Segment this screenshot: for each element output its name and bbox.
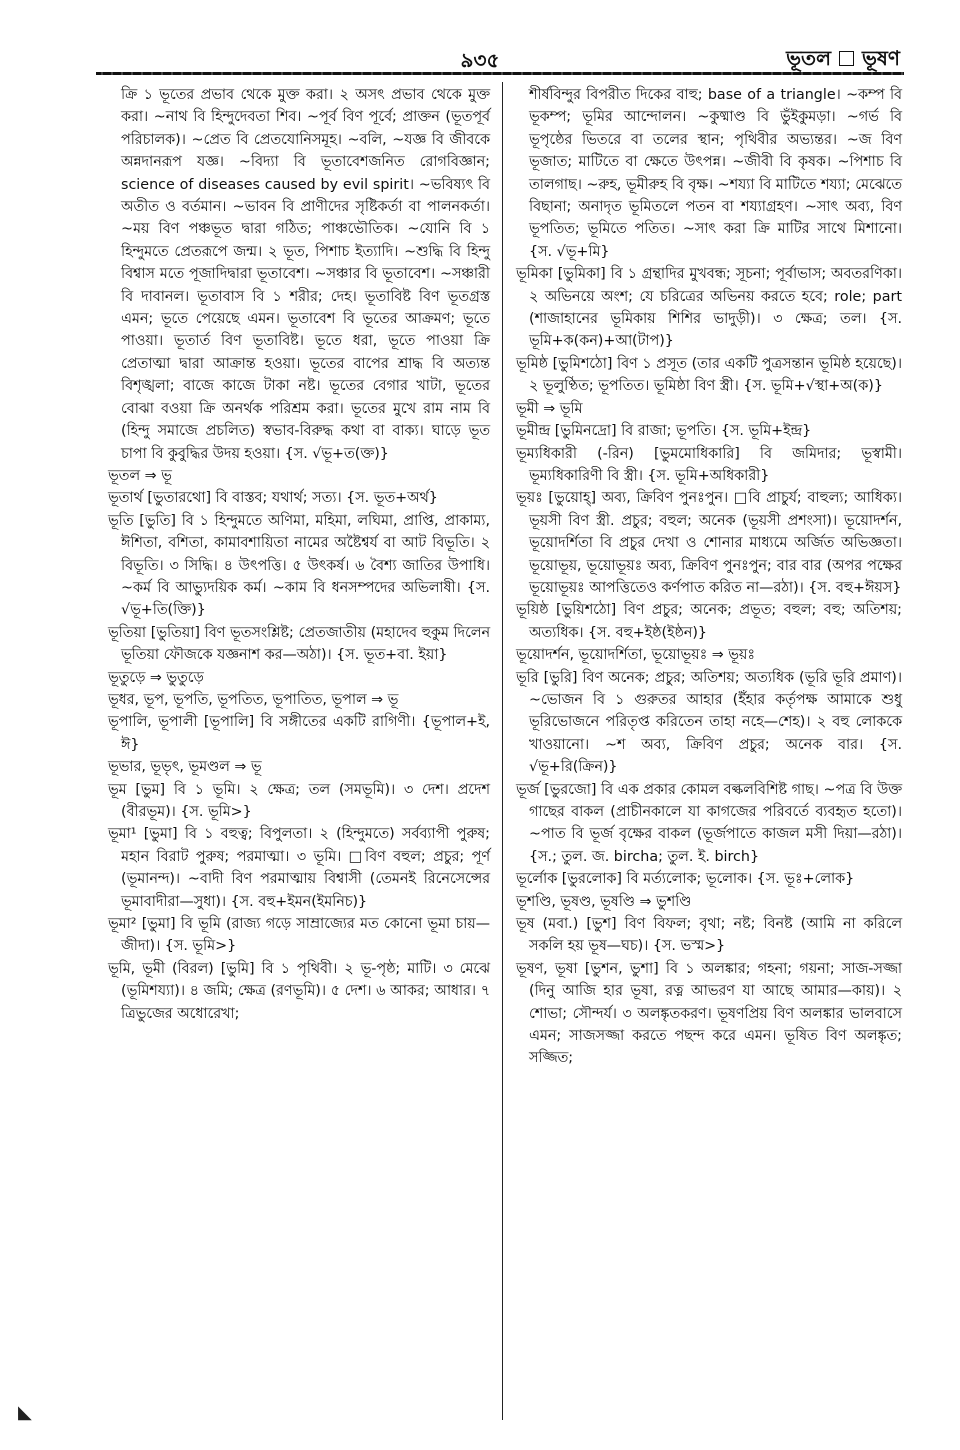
dictionary-entry: ভূতল ⇒ ভূ [108,467,172,484]
dictionary-entry: ভূমা¹ [ভুমা] বি ১ বহুত্ব; বিপুলতা। ২ (হিন্দুমতে) সর্বব্যাপী পুরুষ; মহান বিরাট পুরুষ; পরমাত্মা। ৩ ভূমি। □বিণ বহুল; প্রচুর; পূর্ণ (ভূমানন্দ)। ~বাদী বিণ পরমাত্মায় বিশ্বাসী (তেমনই রিনেসেন্সের ভূমাবাদীরা—সুধা)। {স. বহু+ইমন(ইমনিচ)} [108,826,490,910]
dictionary-entry: ভূমা² [ভুমা] বি ভূমি (রাজ্য গড়ে সাম্রাজ্যের মত কোনো ভূমা চায়—জীদা)। {স. ভূমি>} [108,916,490,955]
running-head-last-word: ভূষণ [861,46,900,70]
running-head-first-word: ভূতল [786,46,831,70]
dictionary-entry: ভূমি, ভূমী (বিরল) [ভুমি] বি ১ পৃথিবী। ২ ভূ-পৃষ্ঠ; মাটি। ৩ মেঝে (ভূমিশয্যা)। ৪ জমি; ক্ষেত্র (রণভূমি)। ৫ দেশ। ৬ আকর; আধার। ৭ ত্রিভুজের অধোরেখা; [108,960,490,1022]
dictionary-entry: ভূতিয়া [ভুতিয়া] বিণ ভূতসংশ্লিষ্ট; প্রেতজাতীয় (মহাদেব হুকুম দিলেন ভূতিয়া ফৌজকে যজ্ঞনাশ কর—অঠা)। {স. ভূত+বা. ইয়া} [108,624,490,664]
dictionary-entry: ভূমিকা [ভুমিকা] বি ১ গ্রন্থাদির মুখবন্ধ; সূচনা; পূর্বাভাস; অবতরণিকা। ২ অভিনয়ে অংশ; যে চরিত্রের অভিনয় করতে হবে; role; part (শাজাহানের ভূমিকায় শিশির ভাদুড়ী)। ৩ ক্ষেত্র; তল। {স. ভূমি+ক(কন)+আ(টাপ)} [516,266,902,350]
left-column [108,84,490,1025]
page-number: ৯৩৫ [460,48,500,72]
dictionary-entry: ভূপালি, ভূপালী [ভূপালি] বি সঙ্গীতের একটি রাগিণী। {ভূপাল+ই, ঈ} [108,714,490,753]
header-rule [96,72,904,75]
column-divider [502,82,503,1420]
dictionary-entry: ভূম [ভুম] বি ১ ভূমি। ২ ক্ষেত্র; তল (সমভূমি)। ৩ দেশ। প্রদেশ (বীরভূম)। {স. ভূমি>} [108,781,490,820]
dictionary-entry: ভূয়ঃ [ভুয়োহ্] অব্য, ক্রিবিণ পুনঃপুন। □বি প্রাচুর্য; বাহুল্য; আধিক্য। ভূয়সী বিণ স্ত্রী. প্রচুর; বহুল; অনেক (ভূয়সী প্রশংসা)। ভূয়োদর্শন, ভূয়োদর্শিতা বি প্রচুর দেখা ও শোনার মাধ্যমে অর্জিত অভিজ্ঞতা। ভূয়োভূয়, ভূয়োভূয়ঃ অব্য, ক্রিবিণ পুনঃপুন; বার বার (অপর পক্ষের ভূয়োভূয়ঃ আপত্তিতেও কর্ণপাত করিত না—রঠা)। {স. বহু+ঈয়স} [516,490,902,596]
dictionary-entry: ভূষণ, ভূষা [ভুশন, ভুশা] বি ১ অলঙ্কার; গহনা; গয়না; সাজ-সজ্জা (দিনু আজি হার ভূষা, রত্ন আভরণ যা আছে আমার—কায়)। ২ শোভা; সৌন্দর্য। ৩ অলঙ্কৃতকরণ। ভূষণপ্রিয় বিণ অলঙ্কার ভালবাসে এমন; সাজসজ্জা করতে পছন্দ করে এমন। ভূষিত বিণ অলঙ্কৃত; সজ্জিত; [516,960,902,1067]
dictionary-entry: ভূশণ্ডি, ভূষণ্ড, ভূষণ্ডি ⇒ ভুশণ্ডি [516,893,692,910]
dictionary-entry: ভূমিষ্ঠ [ভুমিশঠো] বিণ ১ প্রসূত (তার একটি পুত্রসন্তান ভূমিষ্ঠ হয়েছে)। ২ ভূলুণ্ঠিত; ভূপতিত। ভূমিষ্ঠা বিণ স্ত্রী। {স. ভূমি+√স্থা+অ(ক)} [516,355,902,395]
separator-box-icon [839,51,854,66]
dictionary-entry: ভূভার, ভূভৃৎ, ভূমণ্ডল ⇒ ভূ [108,759,262,776]
dictionary-entry: ভূষ (মবা.) [ভুশ] বিণ বিফল; বৃথা; নষ্ট; বিনষ্ট (আমি না করিলে সকলি হয় ভূষ—ঘচ)। {স. ভস্ম>} [516,916,902,955]
dictionary-entry: ভূয়োদর্শন, ভূয়োদর্শিতা, ভূয়োভূয়ঃ ⇒ ভূয়ঃ [516,647,755,664]
dictionary-entry: ক্রি ১ ভূতের প্রভাব থেকে মুক্ত করা। ২ অসৎ প্রভাব থেকে মুক্ত করা। ~নাথ বি হিন্দুদেবতা শিব। ~পূর্ব বিণ পূর্বে; প্রাক্তন (ভূতপূর্ব পরিচালক)। ~প্রেত বি প্রেতযোনিসমূহ। ~বলি, ~যজ্ঞ বি জীবকে অন্নদানরূপ যজ্ঞ। ~বিদ্যা বি ভূতাবেশজনিত রোগবিজ্ঞান; science of diseases caused by evil spirit। ~ভবিষ্যৎ বি অতীত ও বর্তমান। ~ভাবন বি প্রাণীদের সৃষ্টিকর্তা বা পালনকর্তা। ~ময় বিণ পঞ্চভূত দ্বারা গঠিত; পাঞ্চভৌতিক। ~যোনি বি ১ হিন্দুমতে প্রেতরূপে জন্ম। ২ ভূত, পিশাচ ইত্যাদি। ~শুদ্ধি বি হিন্দু বিশ্বাস মতে পূজাদিদ্বারা ভূতাবেশ। ~সঞ্চার বি ভূতাবেশ। ~সঞ্চারী বি দাবানল। ভূতাবাস বি ১ শরীর; দেহ। ভূতাবিষ্ট বিণ ভূতগ্রস্ত এমন; ভূতে পেয়েছে এমন। ভূতাবেশ বি ভূতের আক্রমণ; ভূতে পাওয়া। ভূতার্ত বিণ ভূতাবিষ্ট। ভূতে ধরা, ভূতে পাওয়া ক্রি প্রেতাত্মা দ্বারা আক্রান্ত হওয়া। ভূতের বাপের শ্রাদ্ধ বি অত্যন্ত বিশৃঙ্খলা; বাজে কাজে টাকা নষ্ট। ভূতের বেগার খাটা, ভূতের বোঝা বওয়া ক্রি অনর্থক পরিশ্রম করা। ভূতের মুখে রাম নাম বি (হিন্দু সমাজে প্রচলিত) স্বভাব-বিরুদ্ধ কথা বা বাক্য। ঘাড়ে ভূত চাপা বি কুবুদ্ধির উদয় হওয়া। {স. √ভূ+ত(ক্ত)} [121,87,490,462]
dictionary-entry: ভূতুড়ে ⇒ ভুতুড়ে [108,669,204,686]
dictionary-entry: ভূম্যধিকারী (-রিন) [ভুমমোধিকারি] বি জমিদার; ভূস্বামী। ভূম্যধিকারিণী বি স্ত্রী। {স. ভূমি+অধিকারী} [516,445,902,484]
dictionary-entry: ভূতার্থ [ভুতারথো] বি বাস্তব; যথার্থ; সত্য। {স. ভূত+অর্থ} [108,490,438,507]
dictionary-entry: ভূমীন্দ্র [ভুমিনদ্রো] বি রাজা; ভূপতি। {স. ভূমি+ইন্দ্র} [516,423,812,440]
dictionary-entry: শীর্ষবিন্দুর বিপরীত দিকের বাহু; base of a triangle। ~কম্প বি ভূকম্প; ভূমির আন্দোলন। ~কুষ্মাণ্ড বি ভুঁইকুমড়া। ~গর্ভ বি ভূপৃষ্ঠের ভিতরে বা তলের স্থান; পৃথিবীর অভ্যন্তর। ~জ বিণ ভূজাত; মাটিতে বা ক্ষেতে উৎপন্ন। ~জীবী বি কৃষক। ~পিশাচ বি তালগাছ। ~রুহ, ভূমীরুহ বি বৃক্ষ। ~শয্যা বি মাটিতে শয্যা; মেঝেতে বিছানা; অনাদৃত ভূমিতলে পতন বা শয্যাগ্রহণ। ~সাৎ অব্য, বিণ ভূপতিত; ভূমিতে পতিত। ~সাৎ করা ক্রি মাটির সাথে মিশানো। {স. √ভূ+মি} [529,87,902,260]
dictionary-entry: ভূধর, ভূপ, ভূপতি, ভূপতিত, ভূপাতিত, ভূপাল ⇒ ভূ [108,691,399,708]
right-column [516,84,902,1070]
dictionary-entry: ভূয়িষ্ঠ [ভুয়িশঠো] বিণ প্রচুর; অনেক; প্রভূত; বহুল; বহু; অতিশয়; অত্যধিক। {স. বহু+ইষ্ঠ(ইষ্ঠন)} [516,602,902,641]
dictionary-entry: ভূর্লোক [ভুরলোক] বি মর্ত্যলোক; ভূলোক। {স. ভূঃ+লোক} [516,871,855,888]
dictionary-entry: ভূর্জ [ভুরজো] বি এক প্রকার কোমল বল্কলবিশিষ্ট গাছ। ~পত্র বি উক্ত গাছের বাকল (প্রাচীনকালে যা কাগজের পরিবর্তে ব্যবহৃত হতো)। ~পাত বি ভূর্জ বৃক্ষের বাকল (ভূর্জপাতে কাজল মসী দিয়া—রঠা)। {স.; তুল. জ. bircha; তুল. ই. birch} [516,781,902,865]
dictionary-entry: ভূতি [ভুতি] বি ১ হিন্দুমতে অণিমা, মহিমা, লঘিমা, প্রাপ্তি, প্রাকাম্য, ঈশিতা, বশিতা, কামাবশায়িতা নামের অষ্টৈশ্বর্য বা আট বিভূতি। ২ বিভূতি। ৩ সিদ্ধি। ৪ উৎপত্তি। ৫ উৎকর্ষ। ৬ বৈশ্য জাতির উপাধি। ~কর্ম বি আভ্যুদয়িক কর্ম। ~কাম বি ধনসম্পদের অভিলাষী। {স. √ভূ+তি(ক্তি)} [108,512,490,619]
dictionary-entry: ভূমী ⇒ ভূমি [516,400,583,417]
corner-arrow-icon: ◣ [18,1402,32,1423]
dictionary-entry: ভূরি [ভুরি] বিণ অনেক; প্রচুর; অতিশয়; অত্যধিক (ভূরি ভূরি প্রমাণ)। ~ভোজন বি ১ গুরুতর আহার (ইঁহার কর্তৃপক্ষ আমাকে শুধু ভূরিভোজনে পরিতৃপ্ত করিতেন তাহা নহে—শেহ)। ২ বহু লোককে খাওয়ানো। ~শ অব্য, ক্রিবিণ প্রচুর; অনেক বার। {স. √ভূ+রি(ক্রিন)} [516,669,902,776]
